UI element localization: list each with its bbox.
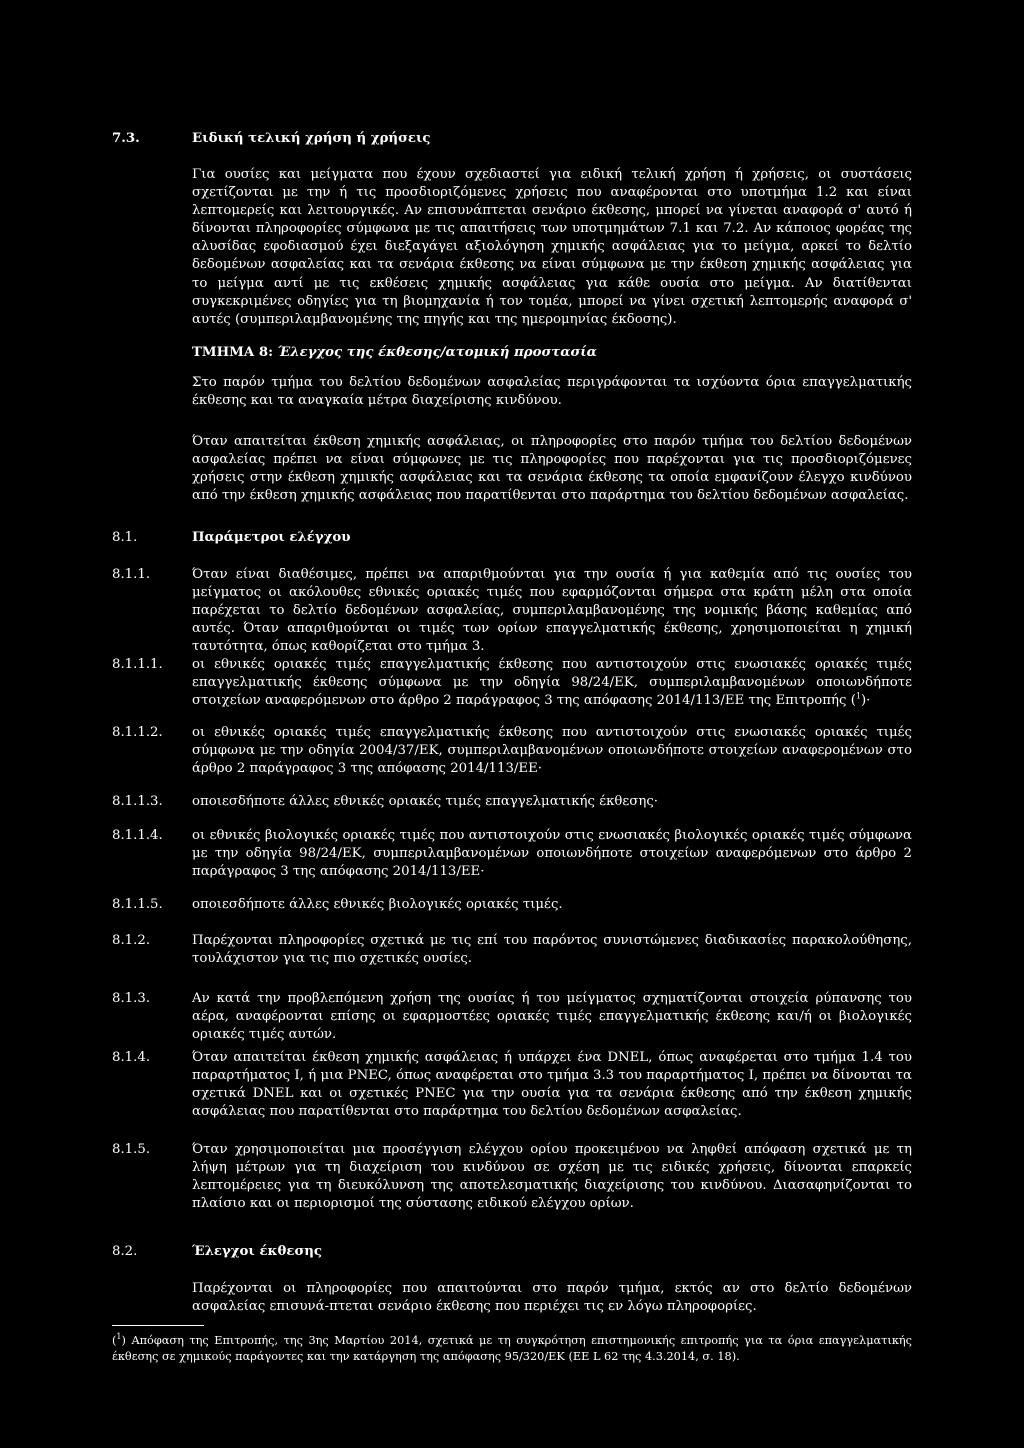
section-8-paragraph: Όταν απαιτείται έκθεση χημικής ασφάλειας, οι πληροφορίες στο παρόν τμήμα του δελτίου δεδομένων ασφαλείας πρέπει να είναι σύμφωνες με τις πληροφορίες που παρέχονται για τις προσδιοριζόμενες χρήσεις στην έκθεση χημικής ασφάλειας και τα σενάρια έκθεσης τα οποία εμφανίζουν έλεγχο κινδύνου από την έκθεση χημικής ασφάλειας που παρατίθενται στο παράρτημα του δελτίου δεδομένων ασφαλείας. [192, 434, 912, 504]
section-8-2-text: Παρέχονται οι πληροφορίες που απαιτούνται στο παρόν τμήμα, εκτός αν στο δελτίο δεδομένων ασφαλείας επισυνά-πτεται σενάριο έκθεσης που περιέχει τις εν λόγω πληροφορίες. [192, 1281, 912, 1315]
item-text: Όταν είναι διαθέσιμες, πρέπει να απαριθμούνται για την ουσία ή για καθεμία από τις ουσίες του μείγματος οι ακόλουθες εθνικές οριακές τιμές που εφαρμόζονται σήμερα στα κράτη μέλη στα οποία παρέχεται το δελτίο δεδομένων ασφαλείας, συμπεριλαμβανομένης της νομικής βάσης καθεμίας από αυτές. Όταν απαριθμούνται οι τιμές των ορίων επαγγελματικής έκθεσης, χρησιμοποιείται η χημική ταυτότητα, όπως καθορίζεται στο τμήμα 3. [192, 567, 912, 655]
item-number: 8.1.3. [112, 991, 151, 1006]
section-8-1-heading [112, 529, 912, 547]
item-number: 8.1.2. [112, 933, 151, 948]
item-number: 8.1.1.3. [112, 794, 163, 809]
item-number: 8.1.1.1. [112, 657, 163, 672]
item-number: 8.1.1. [112, 567, 151, 582]
section-8-intro: Στο παρόν τμήμα του δελτίου δεδομένων ασφαλείας περιγράφονται τα ισχύοντα όρια επαγγελματικής έκθεσης και τα αναγκαία μέτρα διαχείρισης κινδύνου. [192, 375, 912, 409]
item-text: οποιεσδήποτε άλλες εθνικές βιολογικές οριακές τιμές. [192, 897, 563, 912]
item-text: Παρέχονται πληροφορίες σχετικά με τις επί του παρόντος συνιστώμενες διαδικασίες παρακολούθησης, τουλάχιστον για τις πιο σχετικές ουσίες. [192, 933, 912, 967]
item-text: Όταν απαιτείται έκθεση χημικής ασφάλειας ή υπάρχει ένα DNEL, όπως αναφέρεται στο τμήμα 1.4 του παραρτήματος Ι, ή μια PNEC, όπως αναφέρεται στο τμήμα 3.3 του παραρτήματος Ι, πρέπει να δίνονται τα σχετικά DNEL και οι σχετικές PNEC για την ουσία για τα σενάρια έκθεσης από την έκθεση χημικής ασφάλειας που παρατίθενται στο παράρτημα του δελτίου δεδομένων ασφαλείας. [192, 1050, 912, 1120]
section-number: 8.1. [112, 530, 138, 545]
item-text: Αν κατά την προβλεπόμενη χρήση της ουσίας ή του μείγματος σχηματίζονται στοιχεία ρύπανσης του αέρα, αναφέρονται επίσης οι εφαρμοστέες οριακές τιμές επαγγελματικής έκθεσης και/ή οι βιολογικές οριακές τιμές αυτών. [192, 991, 912, 1043]
section-title: Έλεγχοι έκθεσης [192, 1244, 323, 1259]
footnote-mark: 1 [116, 1332, 122, 1342]
footnote-reference: 1 [855, 691, 861, 701]
item-text-main: οι εθνικές οριακές τιμές επαγγελματικής έκθεσης που αντιστοιχούν στις ενωσιακές οριακές τιμές επαγγελματικής έκθεσης σύμφωνα με την οδηγία 98/24/ΕΚ, συμπεριλαμβανομένων οποιωνδήποτε στοιχείων αναφερόμενων στο άρθρο 2 παράγραφος 3 της απόφασης 2014/113/ΕΕ της Επιτροπής ( [192, 657, 912, 709]
section-7-3-text: Για ουσίες και μείγματα που έχουν σχεδιαστεί για ειδική τελική χρήση ή χρήσεις, οι συστάσεις σχετίζονται με την ή τις προσδιοριζόμενες χρήσεις που αναφέρονται στο υποτμήμα 1.2 και είναι λεπτομερείς και λειτουργικές. Αν επισυνάπτεται σενάριο έκθεσης, μπορεί να γίνεται αναφορά σ' αυτό ή δίνονται πληροφορίες σύμφωνα με τις απαιτήσεις των υποτμημάτων 7.1 και 7.2. Αν κάποιος φορέας της αλυσίδας εφοδιασμού έχει διεξαγάγει αξιολόγηση χημικής ασφάλειας για το μείγμα, αρκεί το δελτίο δεδομένων ασφαλείας και τα σενάρια έκθεσης να είναι σύμφωνα με την έκθεση χημικής ασφάλειας για το μείγμα αντί με τις εκθέσεις χημικής ασφάλειας για κάθε ουσία στο μείγμα. Αν διατίθενται συγκεκριμένες οδηγίες για τη βιομηχανία ή τον τομέα, μπορεί να γίνει σχετική λεπτομερής αναφορά σ' αυτές (συμπεριλαμβανομένης της πηγής και της ημερομηνίας έκδοσης). [192, 167, 912, 327]
item-8-1-1-2 [112, 724, 912, 778]
item-number: 8.1.1.5. [112, 897, 163, 912]
item-8-1-4 [112, 1049, 912, 1121]
item-8-1-1-1 [112, 656, 912, 710]
item-8-1-5 [112, 1141, 912, 1213]
section-number: 7.3. [112, 131, 140, 146]
item-text-end: )· [860, 693, 871, 709]
item-8-1-1-3 [112, 793, 912, 811]
footnote-divider [112, 1325, 204, 1326]
item-number: 8.1.1.2. [112, 725, 163, 740]
section-8-heading [192, 344, 597, 362]
item-text: Όταν χρησιμοποιείται μια προσέγγιση ελέγχου ορίου προκειμένου να ληφθεί απόφαση σχετικά με τη λήψη μέτρων για τη διαχείριση του κινδύνου σε σχέση με τις ειδικές χρήσεις, δίνονται επαρκείς λεπτομέρειες για τη διευκόλυνση της αποτελεσματικής διαχείρισης του κινδύνου. Διασαφηνίζονται το πλαίσιο και οι περιορισμοί της σύστασης ειδικού ελέγχου ορίων. [192, 1142, 912, 1212]
item-text: οι εθνικές οριακές τιμές επαγγελματικής έκθεσης που αντιστοιχούν στις ενωσιακές οριακές τιμές σύμφωνα με την οδηγία 2004/37/ΕΚ, συμπεριλαμβανομένων οποιωνδήποτε στοιχείων αναφερομένων στο άρθρο 2 παράγραφος 3 της απόφασης 2014/113/ΕΕ· [192, 725, 912, 777]
section-number: 8.2. [112, 1244, 138, 1259]
section-8-2-heading [112, 1243, 912, 1261]
item-8-1-1-5 [112, 896, 912, 914]
item-8-1-1 [112, 566, 912, 656]
item-8-1-1-4 [112, 827, 912, 881]
item-text: οι εθνικές βιολογικές οριακές τιμές που αντιστοιχούν στις ενωσιακές βιολογικές οριακές τιμές σύμφωνα με την οδηγία 98/24/ΕΚ, συμπεριλαμβανομένων οποιωνδήποτε στοιχείων αναφερόμενων στο άρθρο 2 παράγραφος 3 της απόφασης 2014/113/ΕΕ· [192, 828, 912, 880]
item-number: 8.1.1.4. [112, 828, 163, 843]
item-8-1-2 [112, 932, 912, 968]
item-number: 8.1.5. [112, 1142, 151, 1157]
section-8-title: Έλεγχος της έκθεσης/ατομική προστασία [277, 345, 597, 360]
section-title: Παράμετροι ελέγχου [192, 530, 351, 545]
item-8-1-3 [112, 990, 912, 1044]
section-title: Ειδική τελική χρήση ή χρήσεις [192, 131, 431, 146]
section-8-label: ΤΜΗΜΑ 8: [192, 345, 274, 360]
footnote-text: Απόφαση της Επιτροπής, της 3ης Μαρτίου 2014, σχετικά με τη συγκρότηση επιστημονικής επιτροπής για τα όρια επαγγελματικής έκθεσης σε χημικούς παράγοντες και την κατάργηση της απόφασης 95/320/ΕΚ (ΕΕ L 62 της 4.3.2014, σ. 18). [112, 1334, 913, 1363]
footnote: ($^1$) Απόφαση της Επιτροπής, της 3ης Μαρτίου 2014, σχετικά με τη συγκρότηση επιστημονικής επιτροπής για τα όρια επαγγελματικής έκθεσης σε χημικούς παράγοντες και την κατάργηση της απόφασης 95/320/ΕΚ (ΕΕ L 62 της 4.3.2014, σ. 18). [112, 1332, 913, 1363]
item-number: 8.1.4. [112, 1050, 151, 1065]
item-text: οποιεσδήποτε άλλες εθνικές οριακές τιμές επαγγελματικής έκθεσης· [192, 794, 659, 809]
section-7-3-heading [112, 130, 912, 148]
item-text [192, 656, 912, 710]
